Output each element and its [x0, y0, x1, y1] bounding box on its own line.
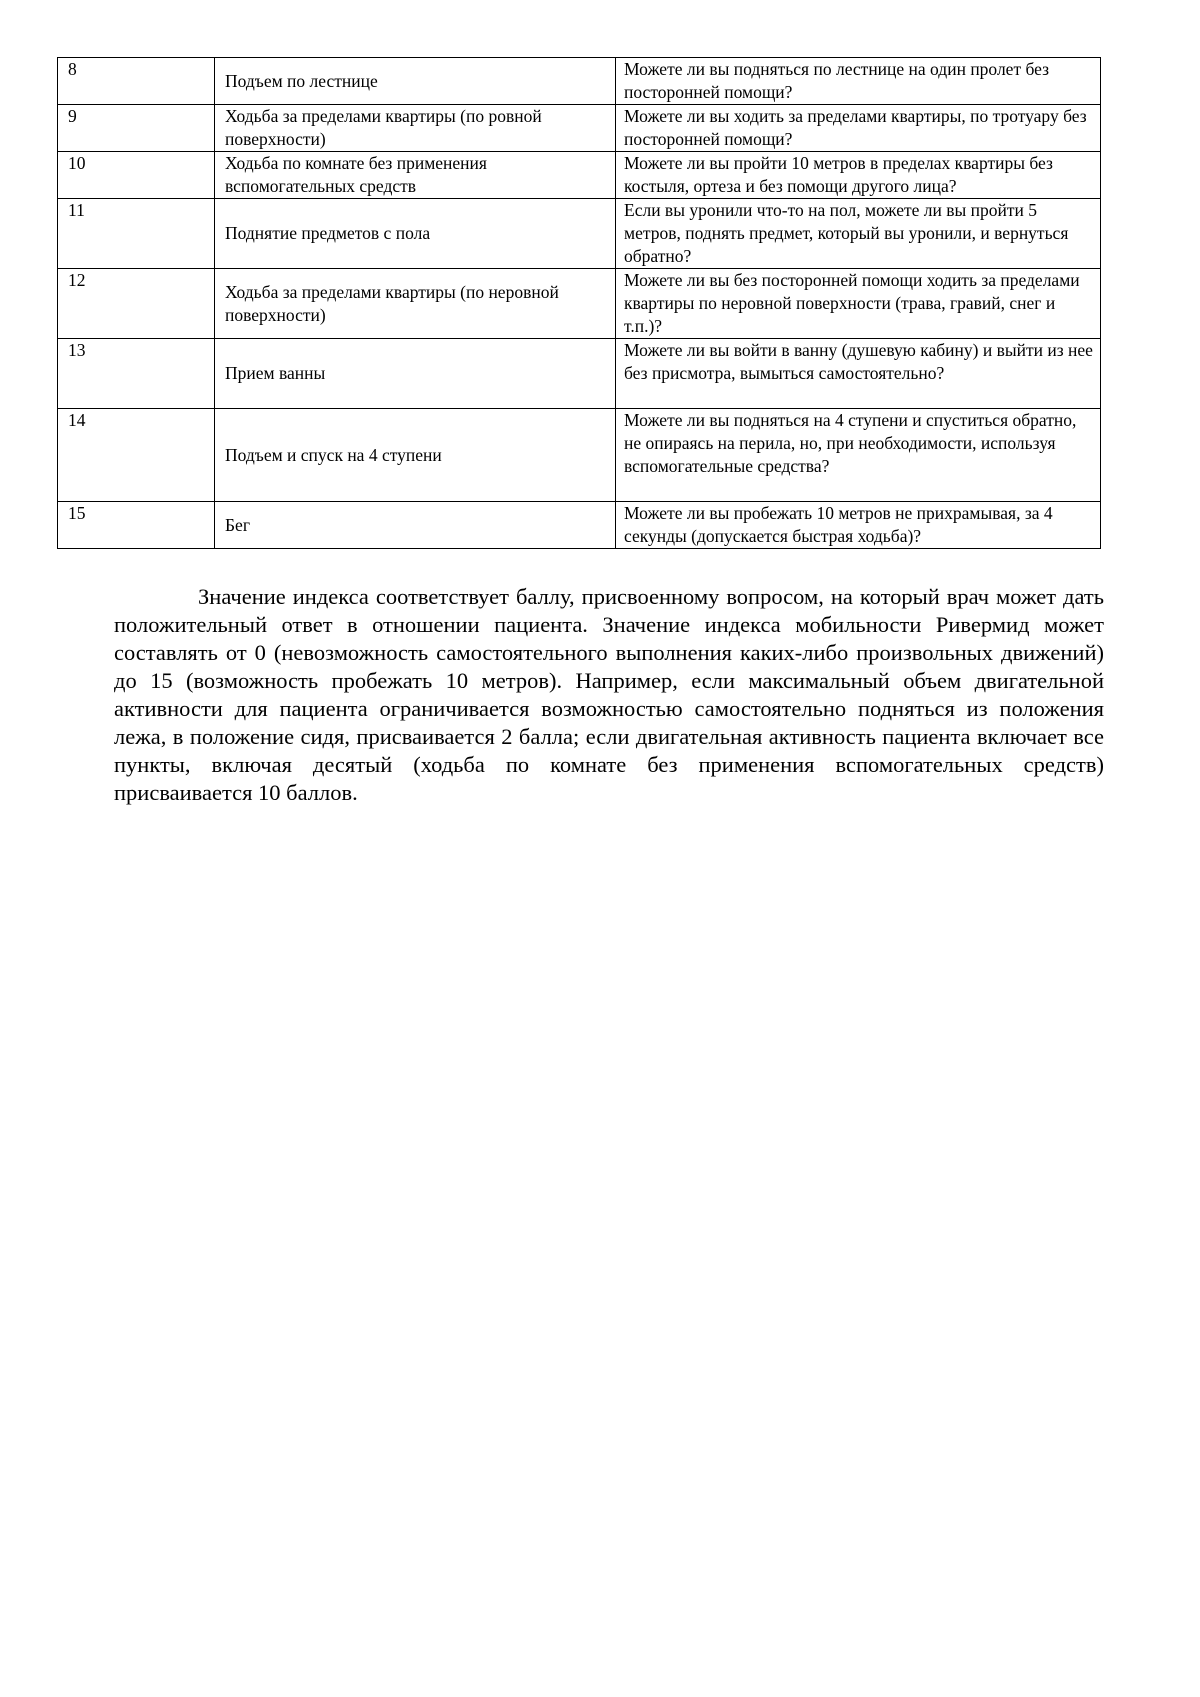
item-number: 13: [58, 339, 215, 409]
item-number: 10: [58, 152, 215, 199]
item-number: 11: [58, 199, 215, 269]
table-row: [58, 58, 1101, 105]
index-explanation-paragraph: Значение индекса соответствует баллу, присвоенному вопросом, на который врач может дать положительный ответ в отношении пациента. Значение индекса мобильности Ривермид может составлять от 0 (невозможность самостоятельного выполнения каких-либо произвольных движений) до 15 (возможность пробежать 10 метров). Например, если максимальный объем двигательной активности для пациента ограничивается возможностью самостоятельно подняться из положения лежа, в положение сидя, присваивается 2 балла; если двигательная активность пациента включает все пункты, включая десятый (ходьба по комнате без применения вспомогательных средств) присваивается 10 баллов.: [114, 584, 1104, 805]
table-row: [58, 269, 1101, 339]
activity-cell: Ходьба по комнате без применения вспомогательных средств: [215, 152, 616, 199]
question-cell: Можете ли вы подняться по лестнице на один пролет без посторонней помощи?: [616, 58, 1101, 105]
rivermead-mobility-table: [57, 57, 1101, 549]
activity-cell: Поднятие предметов с пола: [215, 199, 616, 269]
table-row: [58, 152, 1101, 199]
question-cell: Можете ли вы без посторонней помощи ходить за пределами квартиры по неровной поверхности (трава, гравий, снег и т.п.)?: [616, 269, 1101, 339]
activity-cell: Ходьба за пределами квартиры (по ровной поверхности): [215, 105, 616, 152]
question-cell: Можете ли вы пройти 10 метров в пределах квартиры без костыля, ортеза и без помощи другого лица?: [616, 152, 1101, 199]
activity-cell: Прием ванны: [215, 339, 616, 409]
question-cell: Можете ли вы ходить за пределами квартиры, по тротуару без посторонней помощи?: [616, 105, 1101, 152]
item-number: 9: [58, 105, 215, 152]
item-number: 15: [58, 502, 215, 549]
item-number: 8: [58, 58, 215, 105]
activity-cell: Подъем по лестнице: [215, 58, 616, 105]
question-cell: Можете ли вы войти в ванну (душевую кабину) и выйти из нее без присмотра, вымыться самостоятельно?: [616, 339, 1101, 409]
table-row: [58, 339, 1101, 409]
table-row: [58, 199, 1101, 269]
item-number: 14: [58, 409, 215, 502]
table-row: [58, 409, 1101, 502]
item-number: 12: [58, 269, 215, 339]
question-cell: Если вы уронили что-то на пол, можете ли вы пройти 5 метров, поднять предмет, который вы уронили, и вернуться обратно?: [616, 199, 1101, 269]
activity-cell: Подъем и спуск на 4 ступени: [215, 409, 616, 502]
table-row: [58, 502, 1101, 549]
activity-cell: Бег: [215, 502, 616, 549]
table-row: [58, 105, 1101, 152]
activity-cell: Ходьба за пределами квартиры (по неровной поверхности): [215, 269, 616, 339]
question-cell: Можете ли вы подняться на 4 ступени и спуститься обратно, не опираясь на перила, но, при необходимости, используя вспомогательные средства?: [616, 409, 1101, 502]
question-cell: Можете ли вы пробежать 10 метров не прихрамывая, за 4 секунды (допускается быстрая ходьба)?: [616, 502, 1101, 549]
